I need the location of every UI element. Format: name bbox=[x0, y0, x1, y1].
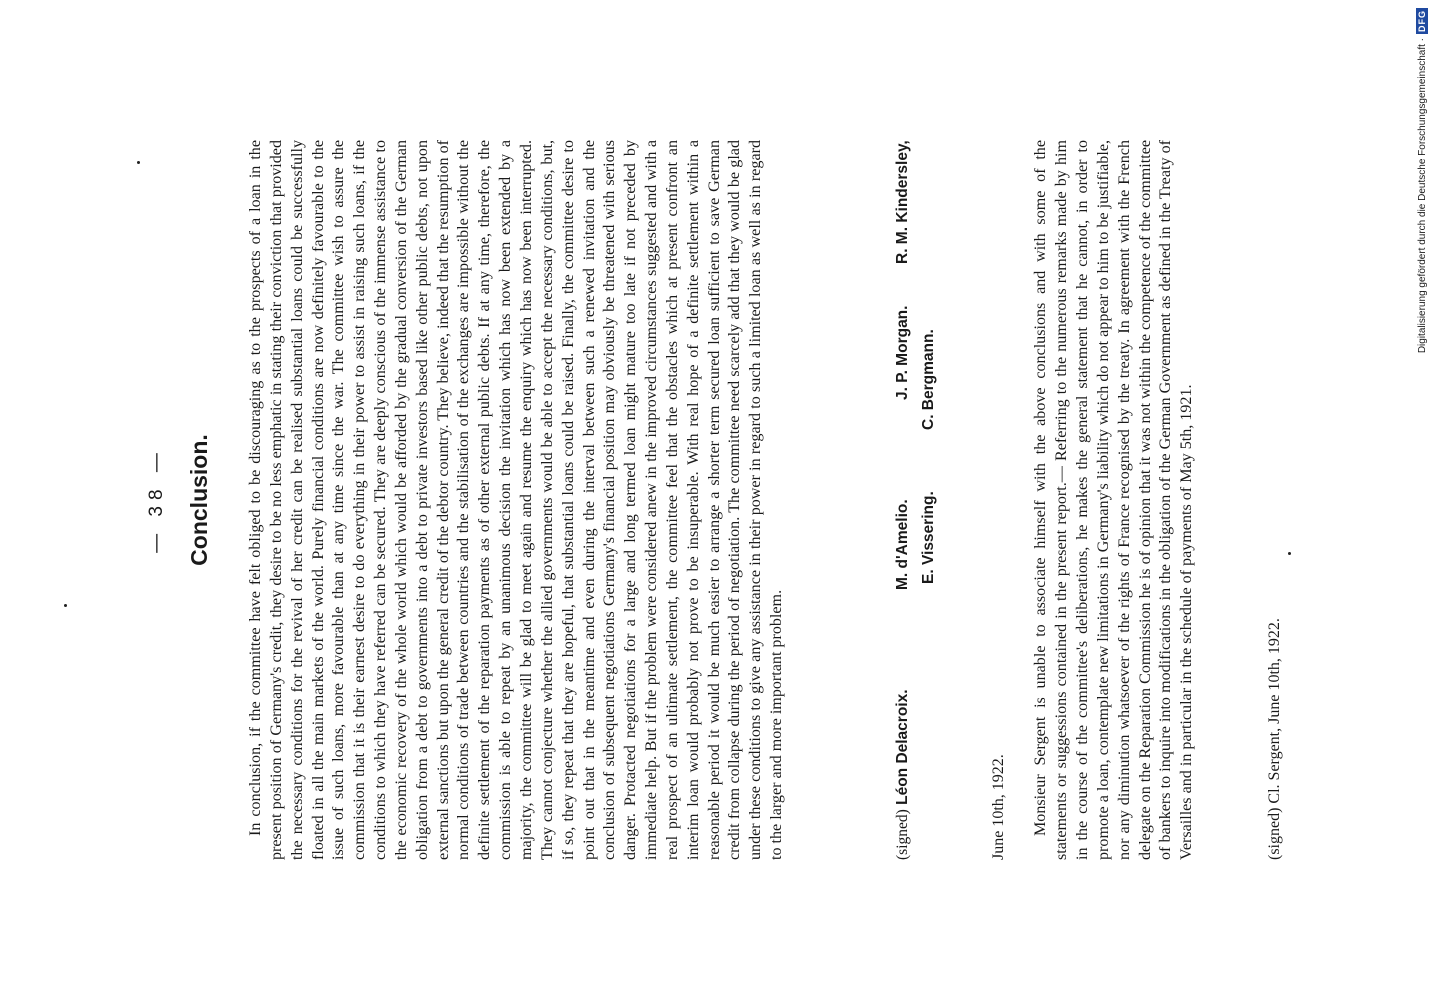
signature-vissering: E. Vissering. bbox=[920, 491, 937, 584]
signed-prefix: (signed) bbox=[894, 809, 911, 860]
signature-block bbox=[894, 120, 946, 860]
digitization-credit-text bbox=[1412, 8, 1432, 393]
section-heading: Conclusion. bbox=[186, 434, 212, 566]
signature-row-1 bbox=[894, 120, 920, 860]
signature-kindersley: R. M. Kindersley, bbox=[894, 140, 911, 264]
signature-morgan: J. P. Morgan. bbox=[894, 305, 911, 400]
dfg-logo-icon: DFG bbox=[1417, 10, 1427, 32]
page-number: — 38 — bbox=[146, 447, 167, 553]
sergent-paragraph: Monsieur Sergent is unable to associate himself with the above conclusions and with some of the statements or suggessions contained in the present report.— Referring to the numerous remarks made by him in the course of the committee's deliberations, he makes the general statement that he cannot, in order to promote a loan, contemplate new limitations in Germany's liability which do not appear to him to be justifiable, nor any diminution whatsoever of the rights of France recognised by the treaty. In agreement with the French delegate on the Reparation Commission he is of opinion that it was not within the competence of the committee of bankers to inquire into modifications in the obligation of the German Government as defined in the Treaty of Versailles and in particular in the schedule of payments of May 5th, 1921. bbox=[1032, 140, 1196, 860]
digitization-credit bbox=[1412, 8, 1432, 393]
credit-text: Digitalisierung gefördert durch die Deutsche Forschungsgemeinschaft · bbox=[1416, 38, 1428, 354]
sergent-signature: (signed) Cl. Sergent, June 10th, 1922. bbox=[1266, 618, 1283, 860]
scan-speck bbox=[1288, 552, 1291, 555]
signature-bergmann: C. Bergmann. bbox=[920, 329, 937, 430]
signature-damelio: M. d'Amelio. bbox=[894, 499, 911, 590]
signature-delacroix bbox=[894, 689, 912, 860]
signature-row-2 bbox=[920, 120, 946, 860]
date-line: June 10th, 1922. bbox=[990, 754, 1007, 860]
signature-name: Léon Delacroix. bbox=[894, 689, 911, 805]
scan-speck bbox=[64, 604, 67, 607]
scan-speck bbox=[137, 161, 140, 164]
rotated-document-page bbox=[146, 140, 1296, 860]
conclusion-paragraph: In conclusion, if the committee have felt obliged to be discouraging as to the prospects of a loan in the present position of Germany's credit, they desire to be no less emphatic in stating their conviction that provided the necessary conditions for the revival of her credit can be realised substantial loans could be successfully floated in all the main markets of the world. Purely financial conditions are now definitely favourable to the issue of such loans, more favourable than at any time since the war. The committee wish to assure the commission that it is their earnest desire to do everything in their power to assist in raising such loans, if the conditions to which they have referred can be secured. They are deeply conscious of the immense assistance to the economic recovery of the whole world which would be afforded by the gradual conversion of the German obligation from a debt to governments into a debt to private investors based like other public debts, not upon external sanctions but upon the general credit of the debtor country. They believe, indeed that the resumption of normal conditions of trade between countries and the stabilisation of the exchanges are impossible without the definite settlement of the reparation payments as of other external public debts. If at any time, therefore, the commission is able to repeat by an unanimous decision the invitation which has now been extended by a majority, the committee will be glad to meet again and resume the enquiry which has now been interrupted. They cannot conjecture whether the allied governments would be able to accept the necessary conditions, but, if so, they repeat that they are hopeful, that substantial loans could be raised. Finally, the committee desire to point out that in the meantime and even during the interval between such a renewed invitation and the conclusion of subsequent negotiations Germany's financial position may obviously be threatened with serious danger. Protacted negotiations for a large and long termed loan might mature too late if not preceded by immediate help. But if the problem were considered anew in the improved circumstances suggested and with a real prospect of an ultimate settlement, the committee feel that the obstacles which at present confront an interim loan would probably not prove to be insuperable. With real hope of a definite settlement within a reasonable period it would be much easier to arrange a shorter term secured loan sufficient to save German credit from collapse during the period of negotiation. The committee need scarcely add that they would be glad under these conditions to give any assistance in their power in regard to such a limited loan as well as in regard to the larger and more important problem. bbox=[247, 140, 786, 860]
